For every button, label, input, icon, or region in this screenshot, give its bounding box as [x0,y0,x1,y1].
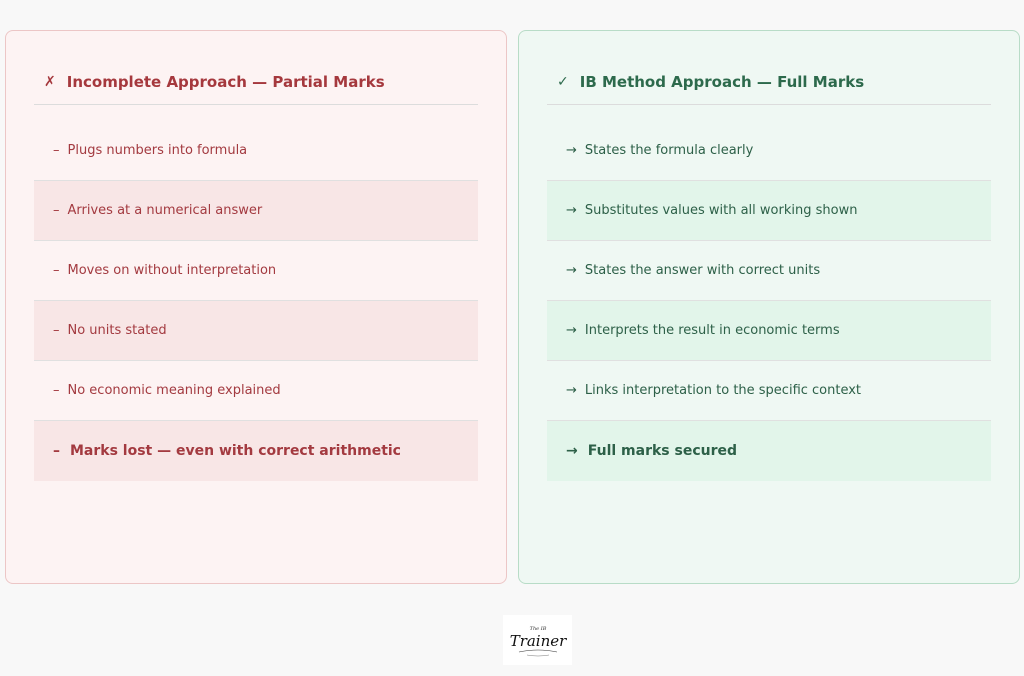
list-item [547,181,991,241]
arrow-right-icon: → [566,203,577,218]
list-item-conclusion [547,421,991,481]
arrow-right-icon: → [566,143,577,158]
list-item-text: Plugs numbers into formula [67,143,248,158]
incomplete-approach-title: Incomplete Approach — Partial Marks [66,72,385,91]
arrow-right-icon: → [566,323,577,338]
list-item-conclusion [34,421,478,481]
list-item-text: Moves on without interpretation [67,263,277,278]
list-item [34,241,478,301]
list-item [547,241,991,301]
list-item [34,361,478,421]
arrow-right-icon: → [566,263,577,278]
trainer-logo [503,615,572,665]
ib-method-approach-panel [518,30,1020,584]
dash-bullet: – [53,323,60,338]
list-item-text: No economic meaning explained [67,383,281,398]
ib-method-approach-list [547,121,991,481]
list-item-text: No units stated [67,323,167,338]
logo-wordmark: Trainer [509,632,566,650]
list-item-text: Arrives at a numerical answer [67,203,263,218]
list-item [34,301,478,361]
list-item-text: Full marks secured [587,443,738,459]
list-item-text: Interprets the result in economic terms [584,323,840,338]
list-item [547,361,991,421]
dash-bullet: – [53,263,60,278]
arrow-right-icon: → [566,383,577,398]
arrow-right-icon: → [566,443,578,459]
ib-method-approach-header [547,31,991,105]
dash-bullet: – [53,383,60,398]
incomplete-approach-panel [5,30,507,584]
list-item [34,121,478,181]
list-item-text: Marks lost — even with correct arithmetic [70,443,401,459]
list-item-text: States the answer with correct units [584,263,821,278]
list-item [547,301,991,361]
check-mark-icon: ✓ [557,73,569,90]
dash-bullet: – [53,443,60,459]
dash-bullet: – [53,203,60,218]
list-item [547,121,991,181]
list-item-text: Substitutes values with all working shown [584,203,858,218]
svg-text:The IB: The IB [529,626,546,632]
cross-mark-icon: ✗ [44,73,56,90]
list-item-text: Links interpretation to the specific context [584,383,862,398]
incomplete-approach-header [34,31,478,105]
dash-bullet: – [53,143,60,158]
incomplete-approach-list [34,121,478,481]
list-item [34,181,478,241]
ib-method-approach-title: IB Method Approach — Full Marks [579,72,865,91]
list-item-text: States the formula clearly [584,143,754,158]
trainer-logo-icon [507,618,569,662]
